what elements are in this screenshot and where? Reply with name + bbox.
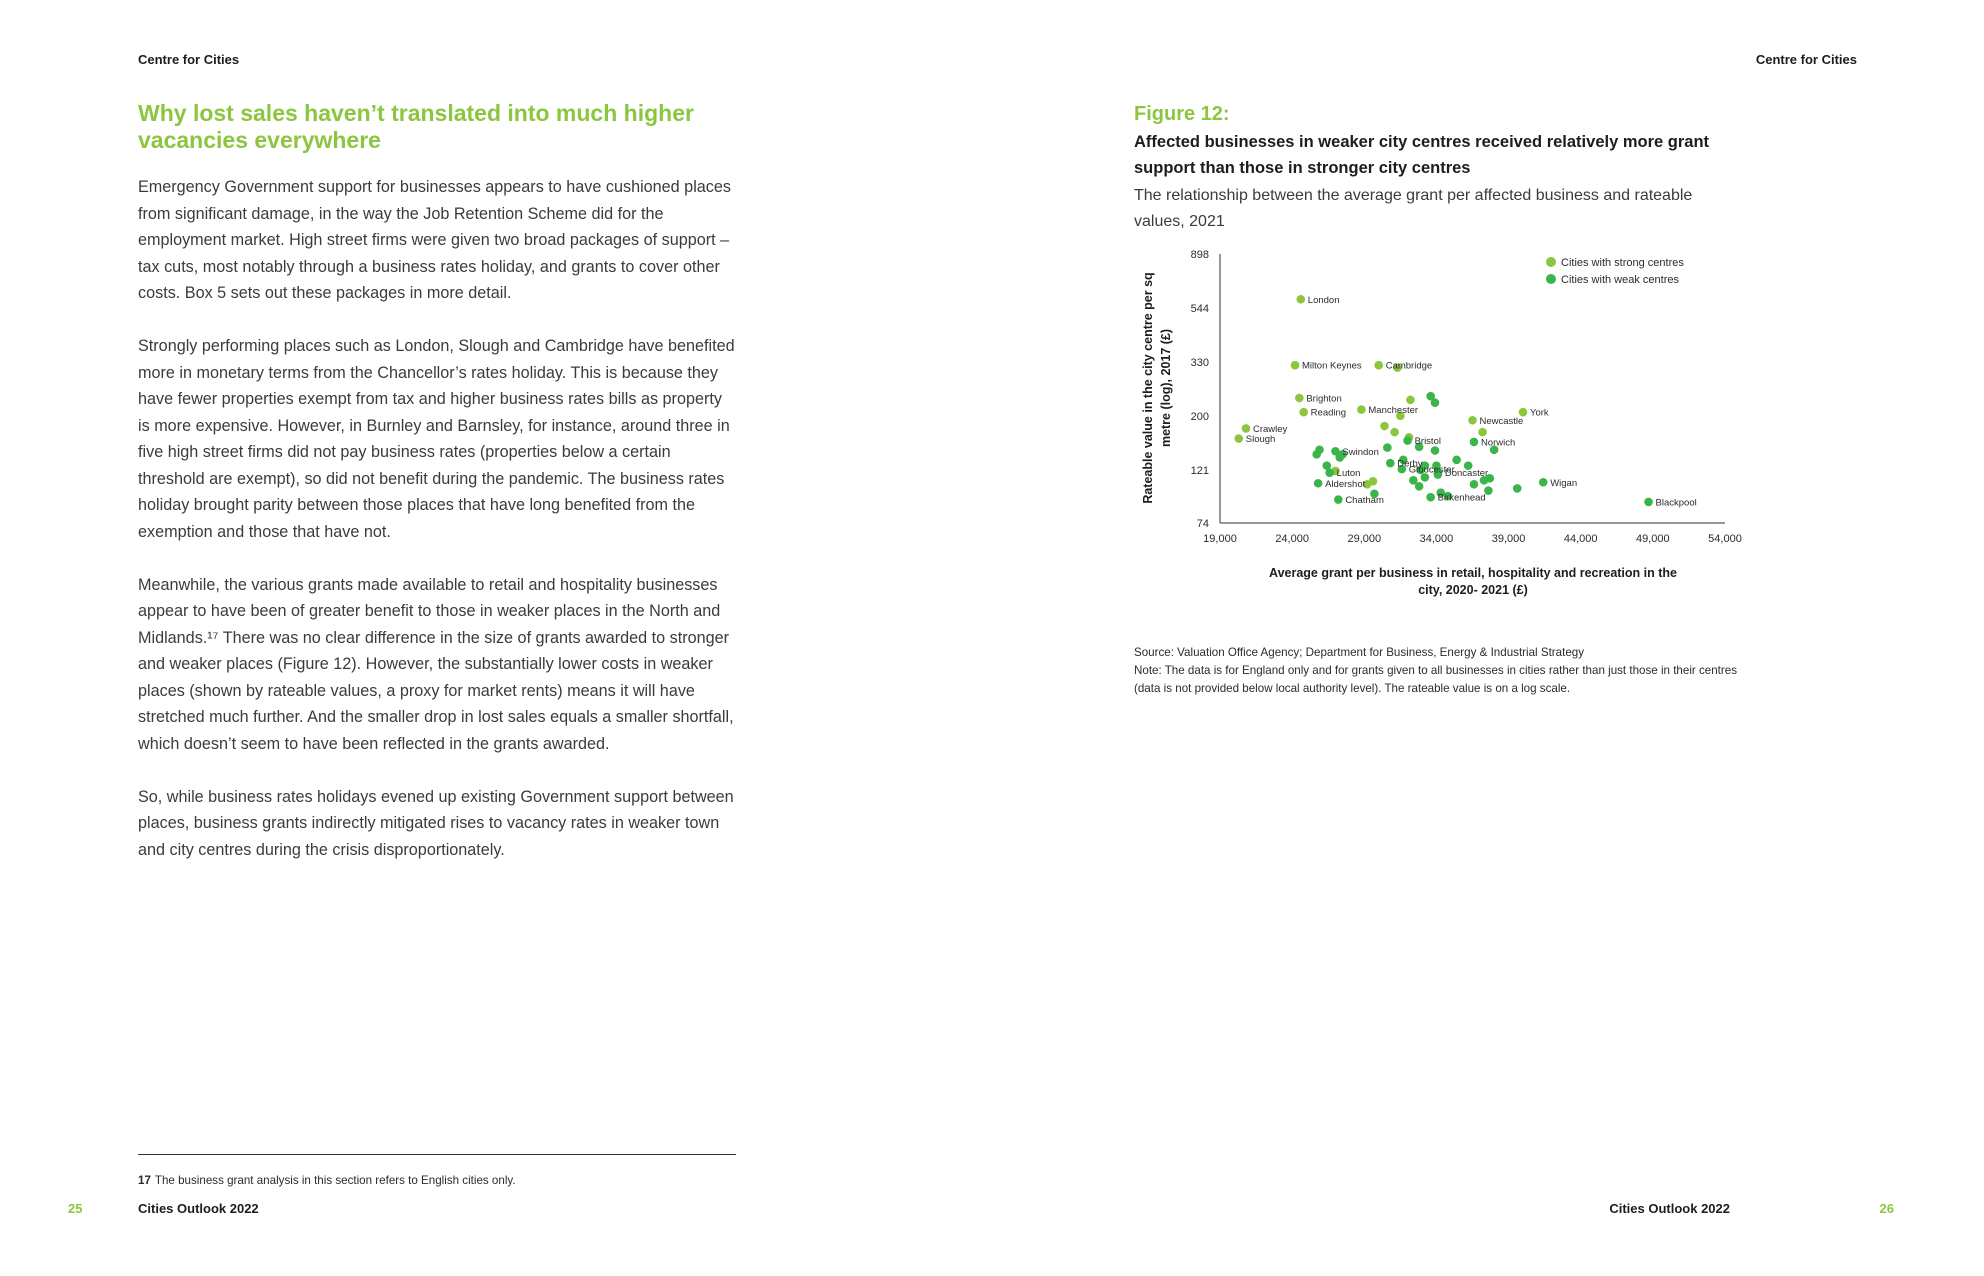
point-label: Swindon xyxy=(1342,446,1379,458)
right-footer-title: Cities Outlook 2022 xyxy=(1609,1201,1730,1216)
strong-centre-point xyxy=(1299,408,1308,417)
point-label: Newcastle xyxy=(1479,415,1524,427)
weak-centre-point xyxy=(1334,495,1343,504)
left-page-number: 25 xyxy=(68,1201,83,1216)
point-label: Gloucester xyxy=(1408,464,1455,476)
legend-strong-label: Cities with strong centres xyxy=(1561,257,1684,269)
figure-subtitle: The relationship between the average grant per affected business and rateable values, 2021 xyxy=(1134,187,1693,230)
strong-centre-point xyxy=(1380,422,1389,431)
figure-title: Affected businesses in weaker city centres received relatively more grant support than those in stronger city centres xyxy=(1134,133,1710,177)
point-label: York xyxy=(1530,407,1549,419)
x-axis-title-line-1: Average grant per business in retail, hospitality and recreation in the xyxy=(1269,566,1677,580)
weak-centre-point xyxy=(1403,436,1412,445)
point-label: Luton xyxy=(1336,468,1361,480)
x-tick-label: 49,000 xyxy=(1636,533,1670,545)
point-label: Birkenhead xyxy=(1437,492,1486,504)
weak-centre-point xyxy=(1644,498,1653,507)
left-running-header: Centre for Cities xyxy=(138,52,240,67)
x-axis-title-line-2: city, 2020- 2021 (£) xyxy=(1418,583,1528,597)
y-axis-title-line-2: metre (log), 2017 (£) xyxy=(1159,328,1173,448)
weak-centre-point xyxy=(1431,446,1440,455)
paragraph-1: Emergency Government support for businesses appears to have cushioned places from significant damage, in the way the Job Retention Scheme did for the employment market. High street firms were given two broad packages of support – tax cuts, most notably through a business rates holiday, and grants to cover other costs. Box 5 sets out these packages in more detail. xyxy=(138,178,731,302)
footnote xyxy=(138,1174,516,1187)
body-text xyxy=(138,174,738,890)
weak-centre-point xyxy=(1539,478,1548,487)
y-tick-label: 330 xyxy=(1190,356,1209,369)
x-tick-label: 24,000 xyxy=(1275,533,1309,545)
y-tick-label: 121 xyxy=(1190,465,1209,478)
point-label: Doncaster xyxy=(1444,468,1489,480)
y-tick-label: 74 xyxy=(1196,518,1209,530)
weak-centre-point xyxy=(1470,480,1479,489)
legend-weak-marker xyxy=(1546,274,1556,284)
y-tick-label: 898 xyxy=(1190,249,1209,261)
x-tick-label: 54,000 xyxy=(1708,533,1742,545)
y-axis-title-line-1: Rateable value in the city centre per sq xyxy=(1141,272,1155,504)
strong-centre-point xyxy=(1234,434,1243,443)
figure-source: Source: Valuation Office Agency; Department for Business, Energy & Industrial Strategy xyxy=(1134,646,1585,659)
point-label: Manchester xyxy=(1368,405,1419,417)
x-tick-label: 44,000 xyxy=(1563,533,1598,545)
weak-centre-point xyxy=(1415,482,1424,491)
legend-weak-label: Cities with weak centres xyxy=(1561,274,1679,286)
footnote-divider xyxy=(138,1154,736,1155)
right-running-header: Centre for Cities xyxy=(1755,52,1857,67)
weak-centre-point xyxy=(1513,484,1522,493)
figure-note: Note: The data is for England only and for grants given to all businesses in cities rather than just those in their centres (data is not provided below local authority level). The rateable value is on a log scale. xyxy=(1134,664,1737,695)
figure-label: Figure 12: xyxy=(1134,103,1230,125)
weak-centre-point xyxy=(1383,443,1392,452)
point-label: Cambridge xyxy=(1385,360,1433,372)
point-label: Chatham xyxy=(1345,495,1384,507)
point-label: Slough xyxy=(1245,434,1276,446)
x-tick-label: 29,000 xyxy=(1347,533,1382,545)
strong-centre-point xyxy=(1468,416,1477,425)
strong-centre-point xyxy=(1242,424,1251,433)
left-footer-title: Cities Outlook 2022 xyxy=(138,1201,259,1216)
footnote-number: 17 xyxy=(138,1174,151,1187)
point-label: Blackpool xyxy=(1655,497,1697,509)
point-label: Brighton xyxy=(1306,393,1342,405)
figure-notes xyxy=(1134,644,1744,698)
scatter-chart xyxy=(1130,240,1750,610)
strong-centre-point xyxy=(1295,394,1304,403)
strong-centre-point xyxy=(1357,405,1366,414)
strong-centre-point xyxy=(1374,361,1383,370)
y-tick-label: 544 xyxy=(1190,303,1209,316)
point-label: Milton Keynes xyxy=(1302,360,1362,372)
strong-centre-point xyxy=(1478,428,1487,437)
point-label: London xyxy=(1307,294,1340,306)
weak-centre-point xyxy=(1322,461,1331,470)
x-tick-label: 34,000 xyxy=(1419,533,1454,545)
weak-centre-point xyxy=(1426,493,1435,502)
point-label: Reading xyxy=(1310,407,1347,419)
right-page-number: 26 xyxy=(1879,1201,1894,1216)
point-label: Derby xyxy=(1397,458,1423,470)
paragraph-3: Meanwhile, the various grants made available to retail and hospitality businesses appear to have been of greater benefit to those in weaker places in the North and Midlands.¹⁷ There was no clear difference in the size of grants awarded to stronger and weaker places (Figure 12). However, the substantially lower costs in weaker places (shown by rateable values, a proxy for market rents) means it will have stretched much further. And the smaller drop in lost sales equals a smaller shortfall, which doesn’t seem to have been reflected in the grants awarded. xyxy=(138,575,734,753)
strong-centre-point xyxy=(1390,428,1399,437)
point-label: Crawley xyxy=(1252,423,1288,435)
strong-centre-point xyxy=(1297,295,1306,304)
x-tick-label: 19,000 xyxy=(1203,533,1237,545)
weak-centre-point xyxy=(1431,398,1440,407)
weak-centre-point xyxy=(1470,438,1479,447)
strong-centre-point xyxy=(1369,477,1378,486)
x-tick-label: 39,000 xyxy=(1491,533,1526,545)
weak-centre-point xyxy=(1315,445,1324,454)
paragraph-2: Strongly performing places such as London, Slough and Cambridge have benefited more in monetary terms from the Chancellor’s rates holiday. This is because they have fewer properties exempt from tax and higher business rates bills as property is more expensive. However, in Burnley and Barnsley, for instance, around three in five high street firms did not pay business rates (properties below a certain threshold are exempt), so did not benefit during the pandemic. The business rates holiday brought parity between those places that have long benefited from the exemption and those that have not. xyxy=(138,337,735,541)
y-tick-label: 200 xyxy=(1190,410,1209,423)
weak-centre-point xyxy=(1386,459,1395,468)
point-label: Wigan xyxy=(1550,477,1578,489)
section-title: Why lost sales haven’t translated into much higher vacancies everywhere xyxy=(138,100,694,153)
strong-centre-point xyxy=(1291,361,1300,370)
legend-strong-marker xyxy=(1546,257,1556,267)
point-label: Aldershot xyxy=(1325,478,1366,490)
point-label: Bristol xyxy=(1414,436,1441,448)
weak-centre-point xyxy=(1452,456,1461,465)
weak-centre-point xyxy=(1314,479,1323,488)
strong-centre-point xyxy=(1406,396,1415,405)
paragraph-4: So, while business rates holidays evened up existing Government support between places, business grants indirectly mitigated rises to vacancy rates in weaker town and city centres during the crisis disproportionately. xyxy=(138,787,734,859)
point-label: Norwich xyxy=(1480,437,1516,449)
footnote-text: The business grant analysis in this section refers to English cities only. xyxy=(154,1174,516,1187)
